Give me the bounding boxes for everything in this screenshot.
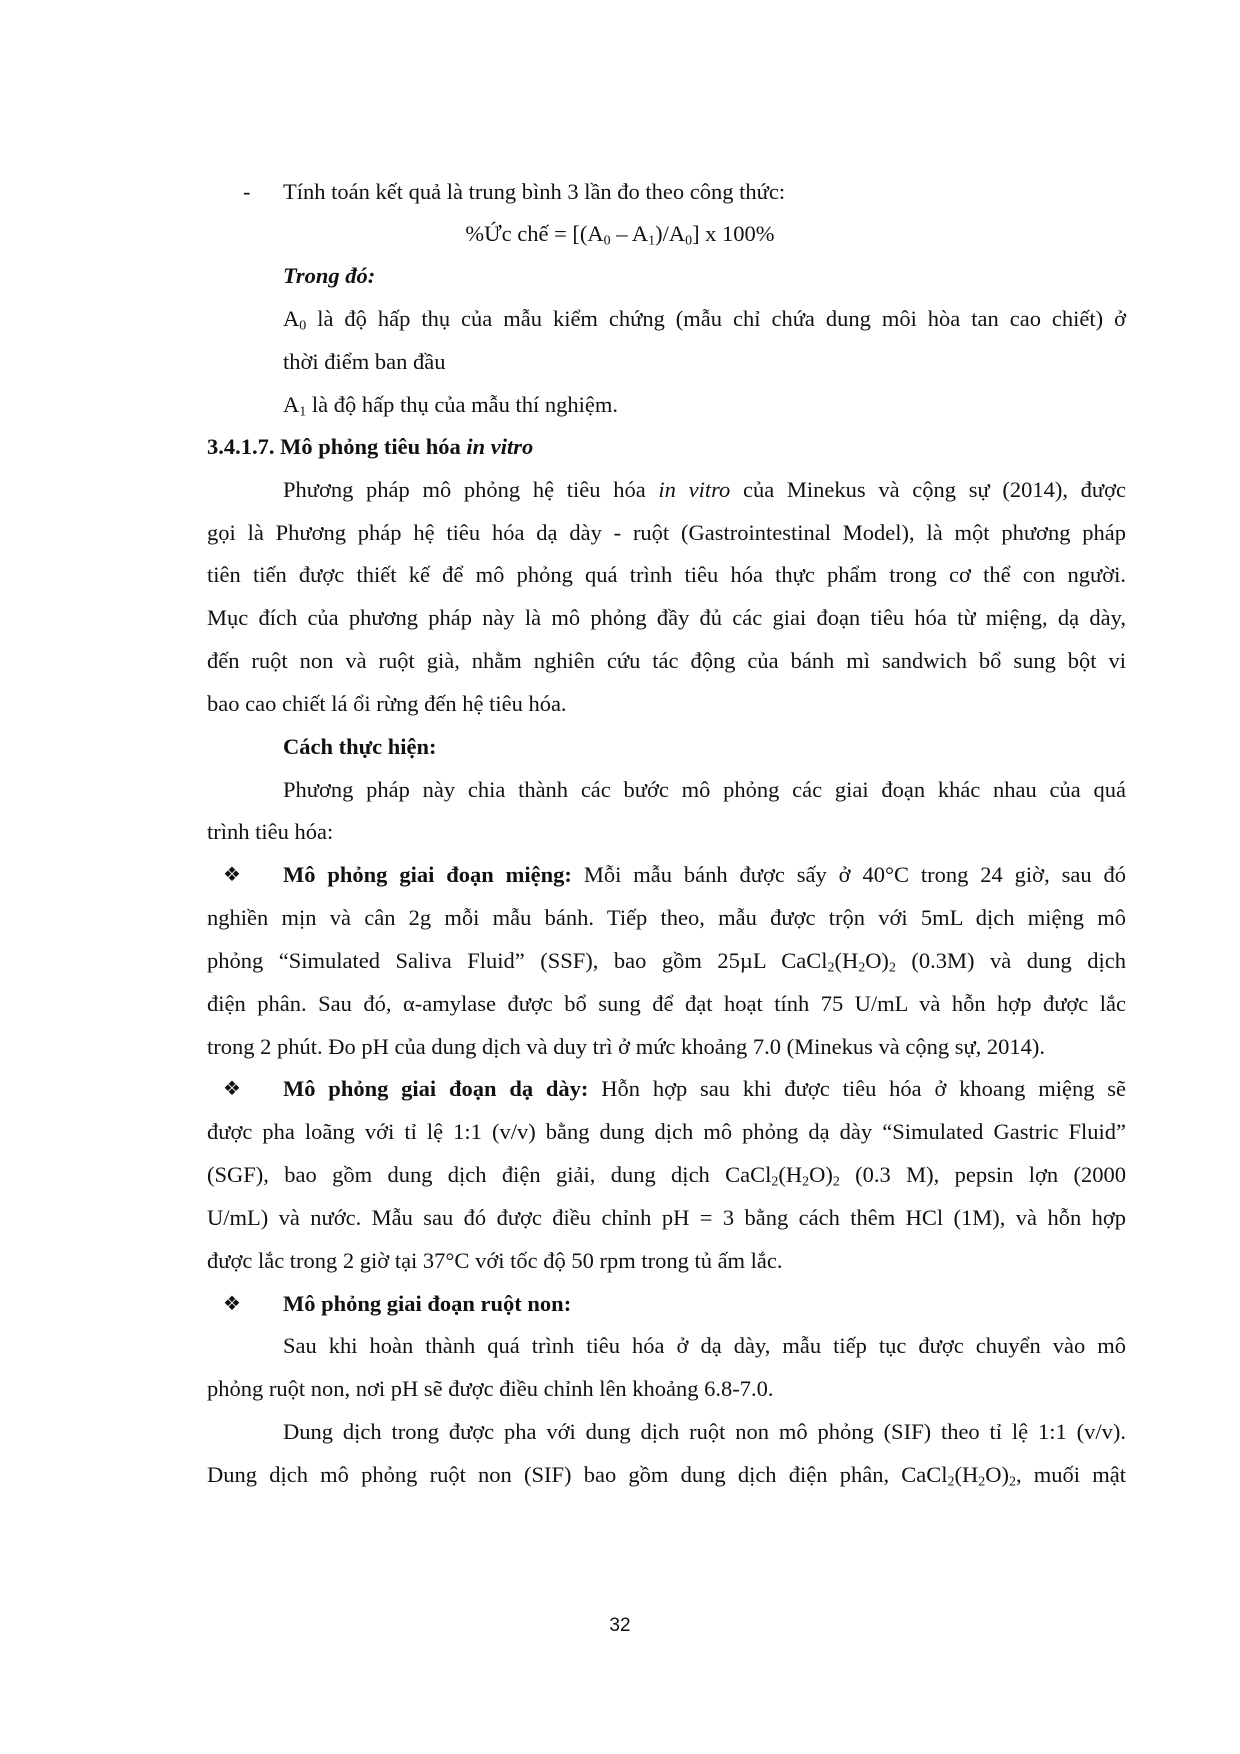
- intestine-p1-line2: phỏng ruột non, nơi pH sẽ được điều chỉnh lên khoảng 6.8-7.0.: [207, 1376, 774, 1401]
- para1-line1: Phương pháp mô phỏng hệ tiêu hóa in vitro của Minekus và cộng sự (2014), được: [283, 477, 1126, 502]
- a0-definition-line1: $A_0$ là độ hấp thụ của mẫu kiểm chứng (mẫu chỉ chứa dung môi hòa tan cao chiết) ở: [283, 306, 1126, 334]
- para1-line4: Mục đích của phương pháp này là mô phỏng đầy đủ các giai đoạn tiêu hóa từ miệng, dạ dày,: [207, 605, 1126, 630]
- section-heading: 3.4.1.7. Mô phỏng tiêu hóa in vitro: [207, 434, 534, 459]
- para1-line6: bao cao chiết lá ổi rừng đến hệ tiêu hóa.: [207, 691, 567, 716]
- list-dash: -: [243, 179, 251, 204]
- bullet-icon: ❖: [223, 864, 241, 886]
- bullet-icon: ❖: [223, 1078, 241, 1100]
- para1-line5: đến ruột non và ruột già, nhằm nghiên cứu tác động của bánh mì sandwich bổ sung bột vi: [207, 648, 1126, 673]
- bullet-icon: ❖: [223, 1293, 241, 1315]
- how-label: Cách thực hiện:: [283, 734, 437, 759]
- intestine-title: Mô phỏng giai đoạn ruột non:: [283, 1291, 572, 1316]
- a1-definition: $A_1$ là độ hấp thụ của mẫu thí nghiệm.: [283, 392, 619, 420]
- gastric-line1: Mô phỏng giai đoạn dạ dày: Hỗn hợp sau khi được tiêu hóa ở khoang miệng sẽ: [283, 1076, 1127, 1101]
- oral-line5: trong 2 phút. Đo pH của dung dịch và duy trì ở mức khoảng 7.0 (Minekus và cộng sự, 2014).: [207, 1034, 1046, 1059]
- gastric-line4: U/mL) và nước. Mẫu sau đó được điều chỉnh pH = 3 bằng cách thêm HCl (1M), và hỗn hợp: [207, 1205, 1126, 1230]
- where-label: Trong đó:: [283, 263, 376, 288]
- calc-text: Tính toán kết quả là trung bình 3 lần đo theo công thức:: [283, 179, 786, 204]
- a0-definition-line2: thời điểm ban đầu: [283, 349, 446, 374]
- intestine-p2-line2: Dung dịch mô phỏng ruột non (SIF) bao gồm dung dịch điện phân, $CaCl_2(H_2O)_2$, muối mật: [207, 1462, 1126, 1490]
- para2-line2: trình tiêu hóa:: [207, 819, 334, 844]
- oral-line3: phỏng “Simulated Saliva Fluid” (SSF), bao gồm 25µL $CaCl_2(H_2O)_2$ (0.3M) và dung dịch: [207, 948, 1127, 976]
- oral-line4: điện phân. Sau đó, α-amylase được bổ sung để đạt hoạt tính 75 U/mL và hỗn hợp được lắc: [207, 991, 1126, 1016]
- oral-line2: nghiền mịn và cân 2g mỗi mẫu bánh. Tiếp theo, mẫu được trộn với 5mL dịch miệng mô: [207, 905, 1126, 930]
- oral-line1: Mô phỏng giai đoạn miệng: Mỗi mẫu bánh được sấy ở 40°C trong 24 giờ, sau đó: [283, 862, 1127, 887]
- gastric-line3: (SGF), bao gồm dung dịch điện giải, dung dịch $CaCl_2(H_2O)_2$ (0.3 M), pepsin lợn (2000: [207, 1162, 1126, 1190]
- gastric-line5: được lắc trong 2 giờ tại 37°C với tốc độ 50 rpm trong tủ ấm lắc.: [207, 1248, 783, 1273]
- para1-line3: tiên tiến được thiết kế để mô phỏng quá trình tiêu hóa thực phẩm trong cơ thể con người.: [207, 562, 1126, 587]
- intestine-p2-line1: Dung dịch trong được pha với dung dịch ruột non mô phỏng (SIF) theo tỉ lệ 1:1 (v/v).: [283, 1419, 1126, 1444]
- formula: %Ức chế = $[(A_0 - A_1)/A_0]$ x 100%: [465, 221, 775, 249]
- gastric-line2: được pha loãng với tỉ lệ 1:1 (v/v) bằng dung dịch mô phỏng dạ dày “Simulated Gastric Fluid”: [207, 1119, 1126, 1144]
- intestine-p1-line1: Sau khi hoàn thành quá trình tiêu hóa ở dạ dày, mẫu tiếp tục được chuyển vào mô: [283, 1333, 1126, 1358]
- para2-line1: Phương pháp này chia thành các bước mô phỏng các giai đoạn khác nhau của quá: [283, 777, 1126, 802]
- para1-line2: gọi là Phương pháp hệ tiêu hóa dạ dày - ruột (Gastrointestinal Model), là một phương pháp: [207, 520, 1126, 545]
- page-number: 32: [609, 1615, 631, 1636]
